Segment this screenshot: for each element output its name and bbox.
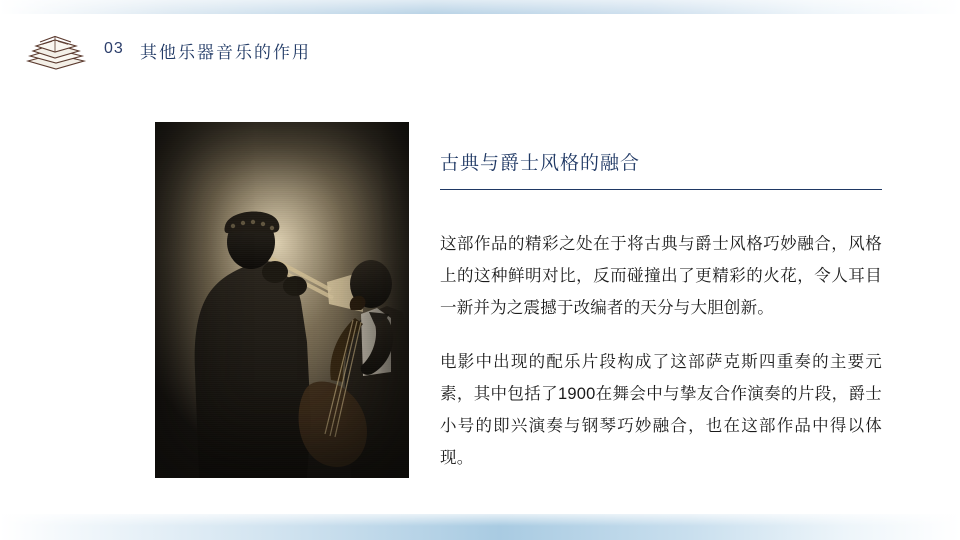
heading-divider [440,189,882,190]
content-column [440,148,882,474]
content-paragraph-2: 电影中出现的配乐片段构成了这部萨克斯四重奏的主要元素，其中包括了1900在舞会中与挚友合作演奏的片段，爵士小号的即兴演奏与钢琴巧妙融合，也在这部作品中得以体现。 [440,353,882,467]
photo-jazz-musicians [155,122,409,478]
top-band-highlight [0,0,960,14]
photo-vignette-overlay [155,122,409,478]
bottom-decorative-band [0,514,960,540]
header-section-title: 其他乐器音乐的作用 [140,43,311,62]
content-heading: 古典与爵士风格的融合 [440,153,641,174]
books-icon [24,30,88,74]
slide-header [0,28,960,78]
top-decorative-band [0,0,960,14]
header-section-number: 03 [104,40,124,57]
content-paragraph-1: 这部作品的精彩之处在于将古典与爵士风格巧妙融合，风格上的这种鲜明对比，反而碰撞出了更精彩的火花，令人耳目一新并为之震撼于改编者的天分与大胆创新。 [440,235,882,317]
